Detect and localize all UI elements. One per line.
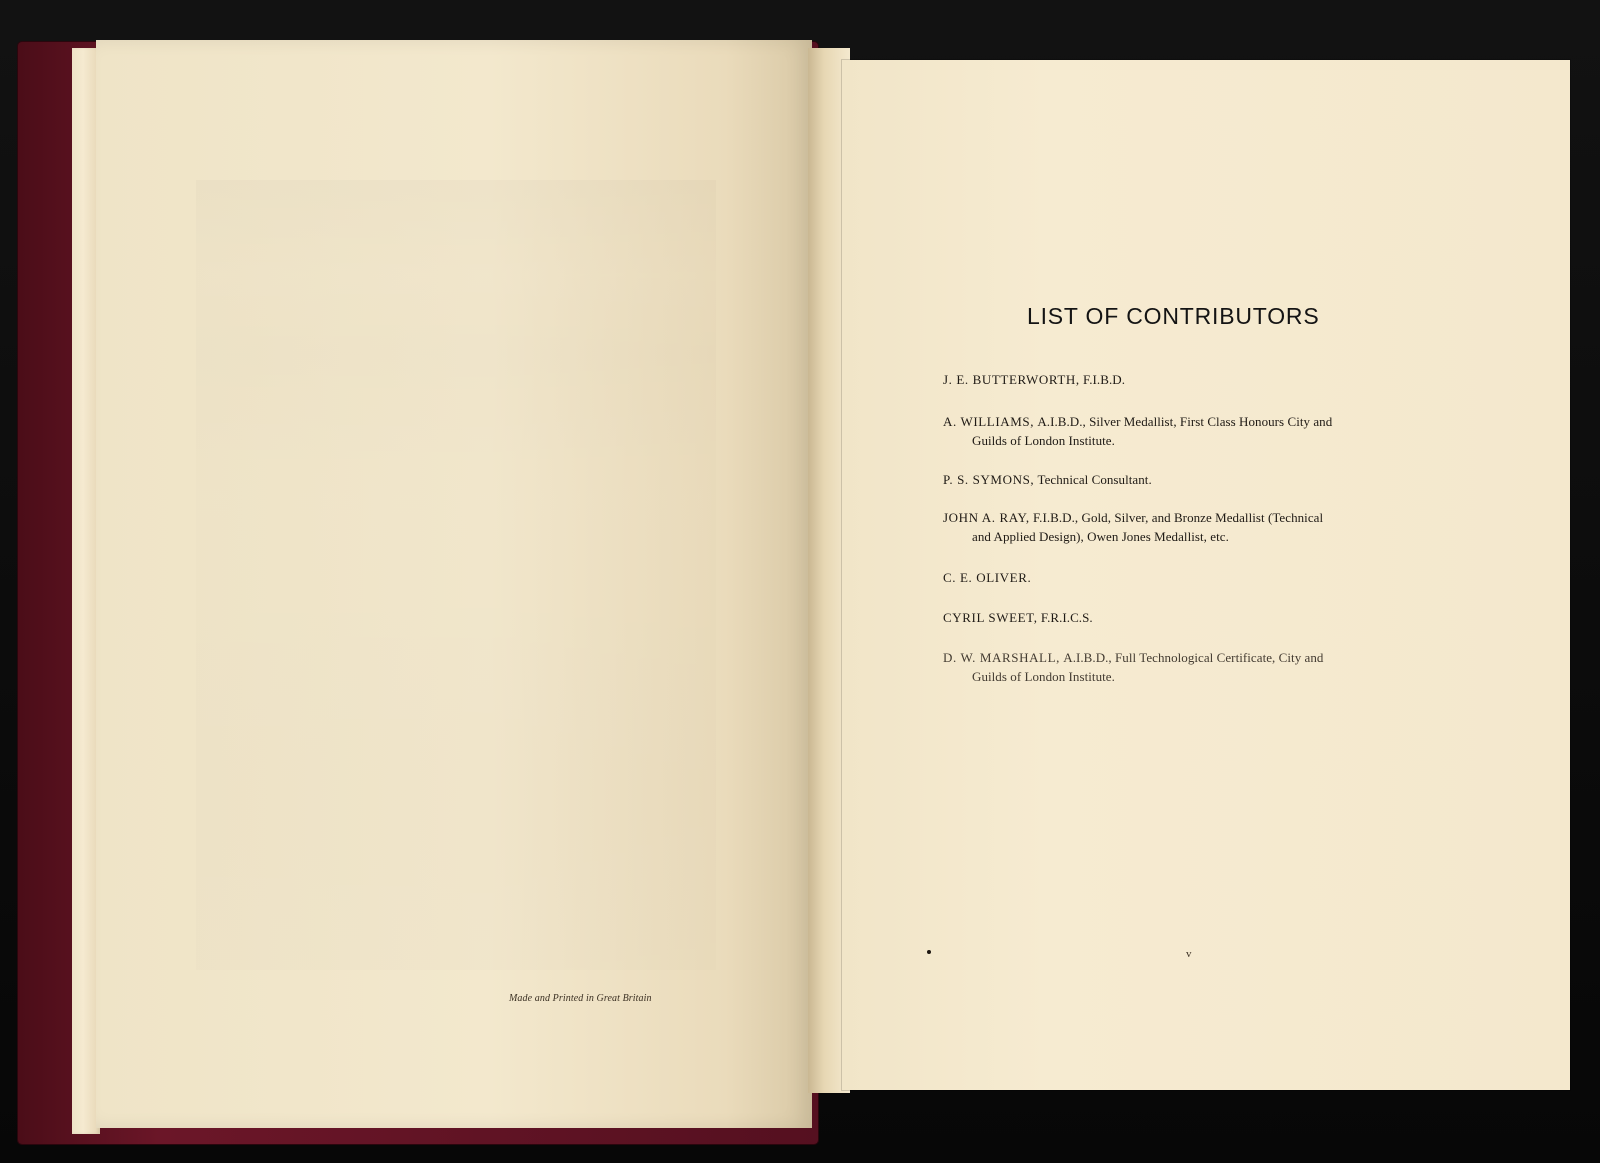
contributor-name: A. WILLIAMS, [943, 414, 1035, 429]
printer-imprint: Made and Printed in Great Britain [509, 993, 652, 1004]
contributor-details: Technical Consultant. [1037, 472, 1152, 487]
left-page [96, 40, 812, 1128]
contributor-name: C. E. OLIVER. [943, 570, 1032, 585]
contributor-entry-symons [943, 470, 1433, 489]
contributor-details: A.I.B.D., Silver Medallist, First Class Honours City and [1037, 414, 1333, 429]
contributor-entry-marshall [943, 648, 1433, 686]
contributor-details: A.I.B.D., Full Technological Certificate, City and [1063, 650, 1324, 665]
contributor-details-continued: Guilds of London Institute. [972, 433, 1115, 448]
contributor-name: CYRIL SWEET, [943, 610, 1038, 625]
contributor-name: JOHN A. RAY, [943, 510, 1030, 525]
contributor-entry-sweet [943, 608, 1433, 627]
contributor-entry-williams [943, 412, 1433, 450]
contributor-name: J. E. BUTTERWORTH, [943, 372, 1080, 387]
contributor-entry-butterworth [943, 370, 1433, 389]
page-title: LIST OF CONTRIBUTORS [1027, 303, 1320, 329]
contributor-entry-ray [943, 508, 1433, 546]
contributor-details: F.I.B.D., Gold, Silver, and Bronze Medallist (Technical [1032, 510, 1324, 525]
contributor-entry-oliver [943, 568, 1433, 587]
page-mark [927, 950, 931, 954]
contributor-details: F.I.B.D. [1083, 372, 1125, 387]
contributor-name: P. S. SYMONS, [943, 472, 1035, 487]
contributor-name: D. W. MARSHALL, [943, 650, 1060, 665]
contributor-details: F.R.I.C.S. [1040, 610, 1093, 625]
page-number: v [1186, 948, 1192, 960]
contributor-details-continued: Guilds of London Institute. [972, 669, 1115, 684]
contributor-details-continued: and Applied Design), Owen Jones Medallist, etc. [972, 529, 1229, 544]
